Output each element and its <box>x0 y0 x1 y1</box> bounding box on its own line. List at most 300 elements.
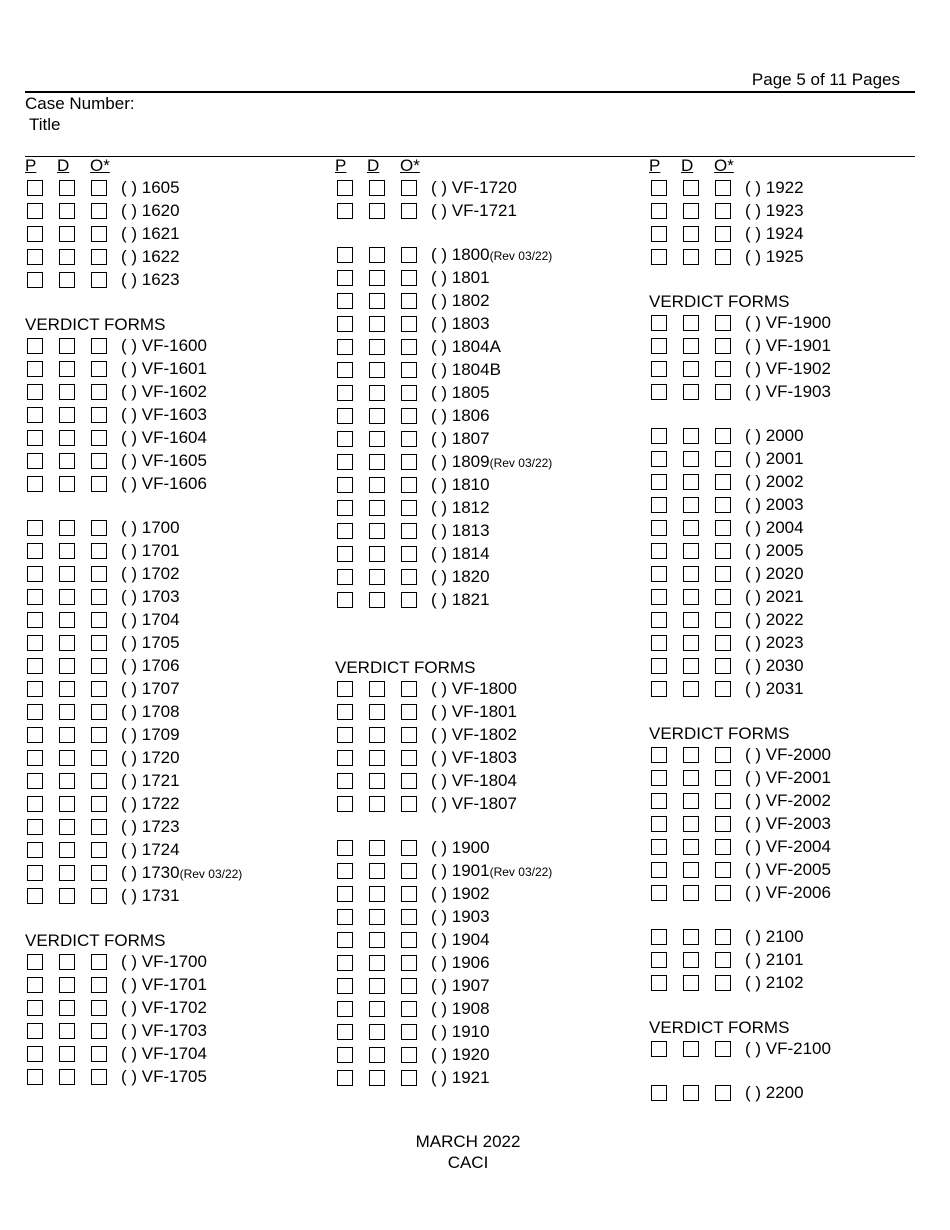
o-checkbox[interactable] <box>401 1024 417 1040</box>
d-checkbox[interactable] <box>59 727 75 743</box>
o-checkbox[interactable] <box>715 839 731 855</box>
d-checkbox[interactable] <box>369 339 385 355</box>
p-checkbox[interactable] <box>337 840 353 856</box>
o-checkbox[interactable] <box>91 361 107 377</box>
o-checkbox[interactable] <box>401 385 417 401</box>
d-checkbox[interactable] <box>59 249 75 265</box>
d-checkbox[interactable] <box>369 408 385 424</box>
d-checkbox[interactable] <box>369 247 385 263</box>
d-checkbox[interactable] <box>59 226 75 242</box>
p-checkbox[interactable] <box>27 361 43 377</box>
o-checkbox[interactable] <box>715 520 731 536</box>
o-checkbox[interactable] <box>715 338 731 354</box>
p-checkbox[interactable] <box>651 180 667 196</box>
d-checkbox[interactable] <box>59 453 75 469</box>
p-checkbox[interactable] <box>651 451 667 467</box>
p-checkbox[interactable] <box>27 453 43 469</box>
o-checkbox[interactable] <box>91 681 107 697</box>
p-checkbox[interactable] <box>27 407 43 423</box>
d-checkbox[interactable] <box>683 1085 699 1101</box>
d-checkbox[interactable] <box>683 338 699 354</box>
o-checkbox[interactable] <box>715 474 731 490</box>
p-checkbox[interactable] <box>651 203 667 219</box>
p-checkbox[interactable] <box>651 635 667 651</box>
p-checkbox[interactable] <box>337 681 353 697</box>
d-checkbox[interactable] <box>369 955 385 971</box>
p-checkbox[interactable] <box>651 681 667 697</box>
o-checkbox[interactable] <box>91 453 107 469</box>
o-checkbox[interactable] <box>401 477 417 493</box>
o-checkbox[interactable] <box>715 770 731 786</box>
p-checkbox[interactable] <box>337 408 353 424</box>
o-checkbox[interactable] <box>91 180 107 196</box>
p-checkbox[interactable] <box>27 842 43 858</box>
o-checkbox[interactable] <box>91 203 107 219</box>
d-checkbox[interactable] <box>369 773 385 789</box>
o-checkbox[interactable] <box>401 978 417 994</box>
d-checkbox[interactable] <box>683 497 699 513</box>
o-checkbox[interactable] <box>91 226 107 242</box>
o-checkbox[interactable] <box>715 816 731 832</box>
p-checkbox[interactable] <box>27 954 43 970</box>
o-checkbox[interactable] <box>401 909 417 925</box>
d-checkbox[interactable] <box>369 385 385 401</box>
o-checkbox[interactable] <box>91 384 107 400</box>
d-checkbox[interactable] <box>369 523 385 539</box>
d-checkbox[interactable] <box>683 474 699 490</box>
d-checkbox[interactable] <box>369 362 385 378</box>
d-checkbox[interactable] <box>683 793 699 809</box>
d-checkbox[interactable] <box>59 384 75 400</box>
o-checkbox[interactable] <box>91 727 107 743</box>
d-checkbox[interactable] <box>683 635 699 651</box>
o-checkbox[interactable] <box>715 226 731 242</box>
d-checkbox[interactable] <box>59 203 75 219</box>
p-checkbox[interactable] <box>651 929 667 945</box>
d-checkbox[interactable] <box>369 1001 385 1017</box>
p-checkbox[interactable] <box>27 704 43 720</box>
d-checkbox[interactable] <box>683 816 699 832</box>
o-checkbox[interactable] <box>715 635 731 651</box>
p-checkbox[interactable] <box>337 203 353 219</box>
o-checkbox[interactable] <box>715 249 731 265</box>
o-checkbox[interactable] <box>401 431 417 447</box>
d-checkbox[interactable] <box>59 1069 75 1085</box>
d-checkbox[interactable] <box>683 658 699 674</box>
o-checkbox[interactable] <box>401 270 417 286</box>
d-checkbox[interactable] <box>369 203 385 219</box>
o-checkbox[interactable] <box>401 886 417 902</box>
d-checkbox[interactable] <box>369 293 385 309</box>
o-checkbox[interactable] <box>715 566 731 582</box>
d-checkbox[interactable] <box>369 500 385 516</box>
p-checkbox[interactable] <box>337 247 353 263</box>
d-checkbox[interactable] <box>59 888 75 904</box>
p-checkbox[interactable] <box>337 477 353 493</box>
d-checkbox[interactable] <box>369 909 385 925</box>
o-checkbox[interactable] <box>715 543 731 559</box>
p-checkbox[interactable] <box>651 338 667 354</box>
p-checkbox[interactable] <box>337 500 353 516</box>
p-checkbox[interactable] <box>27 773 43 789</box>
o-checkbox[interactable] <box>715 952 731 968</box>
p-checkbox[interactable] <box>337 773 353 789</box>
d-checkbox[interactable] <box>369 592 385 608</box>
p-checkbox[interactable] <box>27 1023 43 1039</box>
o-checkbox[interactable] <box>401 1070 417 1086</box>
d-checkbox[interactable] <box>59 476 75 492</box>
o-checkbox[interactable] <box>401 796 417 812</box>
d-checkbox[interactable] <box>59 361 75 377</box>
p-checkbox[interactable] <box>651 770 667 786</box>
d-checkbox[interactable] <box>59 704 75 720</box>
o-checkbox[interactable] <box>401 247 417 263</box>
d-checkbox[interactable] <box>683 180 699 196</box>
d-checkbox[interactable] <box>59 589 75 605</box>
o-checkbox[interactable] <box>715 361 731 377</box>
o-checkbox[interactable] <box>715 384 731 400</box>
p-checkbox[interactable] <box>651 975 667 991</box>
d-checkbox[interactable] <box>369 796 385 812</box>
d-checkbox[interactable] <box>683 952 699 968</box>
p-checkbox[interactable] <box>27 1069 43 1085</box>
o-checkbox[interactable] <box>715 929 731 945</box>
p-checkbox[interactable] <box>337 293 353 309</box>
d-checkbox[interactable] <box>683 361 699 377</box>
p-checkbox[interactable] <box>337 863 353 879</box>
o-checkbox[interactable] <box>401 203 417 219</box>
o-checkbox[interactable] <box>401 500 417 516</box>
p-checkbox[interactable] <box>651 384 667 400</box>
o-checkbox[interactable] <box>401 863 417 879</box>
p-checkbox[interactable] <box>651 566 667 582</box>
d-checkbox[interactable] <box>369 1047 385 1063</box>
o-checkbox[interactable] <box>715 793 731 809</box>
p-checkbox[interactable] <box>651 839 667 855</box>
p-checkbox[interactable] <box>337 886 353 902</box>
o-checkbox[interactable] <box>91 954 107 970</box>
p-checkbox[interactable] <box>27 1000 43 1016</box>
p-checkbox[interactable] <box>27 977 43 993</box>
p-checkbox[interactable] <box>27 865 43 881</box>
o-checkbox[interactable] <box>401 523 417 539</box>
d-checkbox[interactable] <box>59 180 75 196</box>
d-checkbox[interactable] <box>683 249 699 265</box>
o-checkbox[interactable] <box>715 589 731 605</box>
o-checkbox[interactable] <box>401 454 417 470</box>
o-checkbox[interactable] <box>91 704 107 720</box>
d-checkbox[interactable] <box>59 543 75 559</box>
p-checkbox[interactable] <box>337 704 353 720</box>
d-checkbox[interactable] <box>683 885 699 901</box>
p-checkbox[interactable] <box>651 816 667 832</box>
d-checkbox[interactable] <box>683 451 699 467</box>
p-checkbox[interactable] <box>337 955 353 971</box>
d-checkbox[interactable] <box>683 226 699 242</box>
p-checkbox[interactable] <box>651 1085 667 1101</box>
p-checkbox[interactable] <box>337 454 353 470</box>
d-checkbox[interactable] <box>683 839 699 855</box>
p-checkbox[interactable] <box>337 180 353 196</box>
o-checkbox[interactable] <box>91 249 107 265</box>
d-checkbox[interactable] <box>683 770 699 786</box>
p-checkbox[interactable] <box>27 888 43 904</box>
p-checkbox[interactable] <box>651 1041 667 1057</box>
o-checkbox[interactable] <box>715 1041 731 1057</box>
o-checkbox[interactable] <box>401 546 417 562</box>
o-checkbox[interactable] <box>715 658 731 674</box>
d-checkbox[interactable] <box>683 203 699 219</box>
p-checkbox[interactable] <box>337 385 353 401</box>
p-checkbox[interactable] <box>651 428 667 444</box>
p-checkbox[interactable] <box>27 681 43 697</box>
o-checkbox[interactable] <box>91 865 107 881</box>
d-checkbox[interactable] <box>59 954 75 970</box>
p-checkbox[interactable] <box>27 566 43 582</box>
o-checkbox[interactable] <box>715 315 731 331</box>
p-checkbox[interactable] <box>337 569 353 585</box>
d-checkbox[interactable] <box>59 773 75 789</box>
o-checkbox[interactable] <box>715 885 731 901</box>
o-checkbox[interactable] <box>401 704 417 720</box>
o-checkbox[interactable] <box>401 1047 417 1063</box>
d-checkbox[interactable] <box>369 1070 385 1086</box>
d-checkbox[interactable] <box>59 819 75 835</box>
o-checkbox[interactable] <box>91 1046 107 1062</box>
o-checkbox[interactable] <box>401 592 417 608</box>
d-checkbox[interactable] <box>369 978 385 994</box>
o-checkbox[interactable] <box>91 1069 107 1085</box>
o-checkbox[interactable] <box>91 796 107 812</box>
d-checkbox[interactable] <box>59 430 75 446</box>
d-checkbox[interactable] <box>59 407 75 423</box>
o-checkbox[interactable] <box>91 589 107 605</box>
o-checkbox[interactable] <box>401 840 417 856</box>
o-checkbox[interactable] <box>91 658 107 674</box>
d-checkbox[interactable] <box>59 796 75 812</box>
p-checkbox[interactable] <box>27 338 43 354</box>
d-checkbox[interactable] <box>59 520 75 536</box>
d-checkbox[interactable] <box>683 747 699 763</box>
o-checkbox[interactable] <box>401 727 417 743</box>
o-checkbox[interactable] <box>91 407 107 423</box>
p-checkbox[interactable] <box>337 362 353 378</box>
o-checkbox[interactable] <box>401 1001 417 1017</box>
o-checkbox[interactable] <box>715 681 731 697</box>
p-checkbox[interactable] <box>27 430 43 446</box>
d-checkbox[interactable] <box>683 589 699 605</box>
p-checkbox[interactable] <box>651 497 667 513</box>
p-checkbox[interactable] <box>27 520 43 536</box>
p-checkbox[interactable] <box>651 249 667 265</box>
d-checkbox[interactable] <box>59 977 75 993</box>
d-checkbox[interactable] <box>369 270 385 286</box>
d-checkbox[interactable] <box>59 750 75 766</box>
d-checkbox[interactable] <box>369 886 385 902</box>
d-checkbox[interactable] <box>369 704 385 720</box>
o-checkbox[interactable] <box>91 1023 107 1039</box>
d-checkbox[interactable] <box>683 315 699 331</box>
p-checkbox[interactable] <box>27 750 43 766</box>
d-checkbox[interactable] <box>369 569 385 585</box>
d-checkbox[interactable] <box>683 975 699 991</box>
p-checkbox[interactable] <box>651 612 667 628</box>
p-checkbox[interactable] <box>27 384 43 400</box>
o-checkbox[interactable] <box>401 750 417 766</box>
o-checkbox[interactable] <box>401 180 417 196</box>
d-checkbox[interactable] <box>369 477 385 493</box>
p-checkbox[interactable] <box>337 316 353 332</box>
p-checkbox[interactable] <box>651 315 667 331</box>
o-checkbox[interactable] <box>715 747 731 763</box>
o-checkbox[interactable] <box>91 977 107 993</box>
o-checkbox[interactable] <box>715 451 731 467</box>
d-checkbox[interactable] <box>369 180 385 196</box>
p-checkbox[interactable] <box>337 431 353 447</box>
p-checkbox[interactable] <box>27 226 43 242</box>
p-checkbox[interactable] <box>651 952 667 968</box>
p-checkbox[interactable] <box>337 1001 353 1017</box>
d-checkbox[interactable] <box>59 1000 75 1016</box>
p-checkbox[interactable] <box>651 885 667 901</box>
d-checkbox[interactable] <box>59 1046 75 1062</box>
o-checkbox[interactable] <box>401 773 417 789</box>
o-checkbox[interactable] <box>401 293 417 309</box>
d-checkbox[interactable] <box>369 681 385 697</box>
d-checkbox[interactable] <box>683 566 699 582</box>
p-checkbox[interactable] <box>337 270 353 286</box>
p-checkbox[interactable] <box>337 546 353 562</box>
d-checkbox[interactable] <box>683 543 699 559</box>
d-checkbox[interactable] <box>369 932 385 948</box>
p-checkbox[interactable] <box>337 932 353 948</box>
p-checkbox[interactable] <box>27 543 43 559</box>
o-checkbox[interactable] <box>91 773 107 789</box>
p-checkbox[interactable] <box>27 635 43 651</box>
o-checkbox[interactable] <box>401 681 417 697</box>
p-checkbox[interactable] <box>27 249 43 265</box>
d-checkbox[interactable] <box>59 842 75 858</box>
p-checkbox[interactable] <box>337 909 353 925</box>
o-checkbox[interactable] <box>401 408 417 424</box>
o-checkbox[interactable] <box>91 888 107 904</box>
o-checkbox[interactable] <box>91 430 107 446</box>
o-checkbox[interactable] <box>91 635 107 651</box>
o-checkbox[interactable] <box>91 1000 107 1016</box>
d-checkbox[interactable] <box>683 681 699 697</box>
p-checkbox[interactable] <box>337 339 353 355</box>
d-checkbox[interactable] <box>369 863 385 879</box>
p-checkbox[interactable] <box>337 978 353 994</box>
o-checkbox[interactable] <box>401 362 417 378</box>
o-checkbox[interactable] <box>715 612 731 628</box>
d-checkbox[interactable] <box>59 865 75 881</box>
d-checkbox[interactable] <box>369 1024 385 1040</box>
d-checkbox[interactable] <box>59 338 75 354</box>
d-checkbox[interactable] <box>369 750 385 766</box>
p-checkbox[interactable] <box>651 474 667 490</box>
d-checkbox[interactable] <box>59 566 75 582</box>
o-checkbox[interactable] <box>401 955 417 971</box>
p-checkbox[interactable] <box>337 1024 353 1040</box>
p-checkbox[interactable] <box>337 1047 353 1063</box>
o-checkbox[interactable] <box>715 428 731 444</box>
o-checkbox[interactable] <box>715 203 731 219</box>
d-checkbox[interactable] <box>59 272 75 288</box>
p-checkbox[interactable] <box>651 747 667 763</box>
p-checkbox[interactable] <box>337 592 353 608</box>
o-checkbox[interactable] <box>401 316 417 332</box>
p-checkbox[interactable] <box>27 180 43 196</box>
d-checkbox[interactable] <box>59 612 75 628</box>
d-checkbox[interactable] <box>683 929 699 945</box>
d-checkbox[interactable] <box>683 612 699 628</box>
d-checkbox[interactable] <box>59 658 75 674</box>
d-checkbox[interactable] <box>369 840 385 856</box>
o-checkbox[interactable] <box>91 476 107 492</box>
o-checkbox[interactable] <box>91 750 107 766</box>
o-checkbox[interactable] <box>715 1085 731 1101</box>
d-checkbox[interactable] <box>369 316 385 332</box>
d-checkbox[interactable] <box>683 428 699 444</box>
p-checkbox[interactable] <box>27 796 43 812</box>
o-checkbox[interactable] <box>91 566 107 582</box>
o-checkbox[interactable] <box>91 543 107 559</box>
p-checkbox[interactable] <box>337 796 353 812</box>
o-checkbox[interactable] <box>401 569 417 585</box>
p-checkbox[interactable] <box>27 203 43 219</box>
o-checkbox[interactable] <box>715 497 731 513</box>
o-checkbox[interactable] <box>715 975 731 991</box>
o-checkbox[interactable] <box>401 339 417 355</box>
d-checkbox[interactable] <box>369 727 385 743</box>
p-checkbox[interactable] <box>27 476 43 492</box>
d-checkbox[interactable] <box>59 1023 75 1039</box>
o-checkbox[interactable] <box>91 842 107 858</box>
o-checkbox[interactable] <box>401 932 417 948</box>
p-checkbox[interactable] <box>337 523 353 539</box>
d-checkbox[interactable] <box>369 431 385 447</box>
d-checkbox[interactable] <box>683 384 699 400</box>
p-checkbox[interactable] <box>27 1046 43 1062</box>
o-checkbox[interactable] <box>91 612 107 628</box>
p-checkbox[interactable] <box>651 862 667 878</box>
p-checkbox[interactable] <box>27 658 43 674</box>
d-checkbox[interactable] <box>683 862 699 878</box>
o-checkbox[interactable] <box>91 338 107 354</box>
o-checkbox[interactable] <box>91 819 107 835</box>
p-checkbox[interactable] <box>651 543 667 559</box>
p-checkbox[interactable] <box>27 272 43 288</box>
p-checkbox[interactable] <box>337 727 353 743</box>
p-checkbox[interactable] <box>651 226 667 242</box>
d-checkbox[interactable] <box>59 635 75 651</box>
p-checkbox[interactable] <box>651 658 667 674</box>
d-checkbox[interactable] <box>369 546 385 562</box>
p-checkbox[interactable] <box>337 750 353 766</box>
p-checkbox[interactable] <box>27 612 43 628</box>
o-checkbox[interactable] <box>715 180 731 196</box>
d-checkbox[interactable] <box>369 454 385 470</box>
o-checkbox[interactable] <box>91 520 107 536</box>
p-checkbox[interactable] <box>27 727 43 743</box>
p-checkbox[interactable] <box>651 589 667 605</box>
p-checkbox[interactable] <box>27 819 43 835</box>
p-checkbox[interactable] <box>651 361 667 377</box>
p-checkbox[interactable] <box>651 793 667 809</box>
p-checkbox[interactable] <box>337 1070 353 1086</box>
d-checkbox[interactable] <box>683 1041 699 1057</box>
